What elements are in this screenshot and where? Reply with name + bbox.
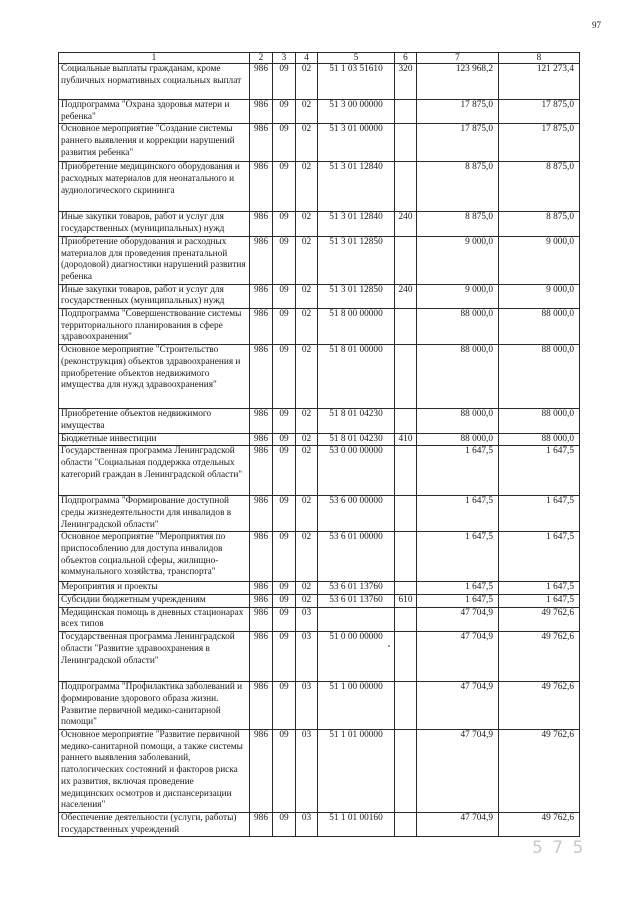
row-col-2: 986 xyxy=(250,632,273,682)
row-name: Основное мероприятие "Мероприятия по приспособлению для доступа инвалидов объектов социальной сферы, жилищно-коммунального хозяйства, транспорта" xyxy=(59,532,250,582)
row-col-2: 986 xyxy=(250,162,273,212)
row-col-6 xyxy=(395,345,417,409)
row-col-8: 1 647,5 xyxy=(499,595,580,608)
row-col-7: 9 000,0 xyxy=(417,284,499,308)
row-col-4: 02 xyxy=(296,433,318,446)
row-col-2: 986 xyxy=(250,496,273,532)
row-col-5: 51 8 00 00000 xyxy=(318,309,395,345)
table-row xyxy=(59,236,580,284)
row-col-3: 09 xyxy=(273,729,296,812)
row-name: Подпрограмма "Совершенствование системы территориального планирования в сфере здравоохранения" xyxy=(59,309,250,345)
header-col-1: 1 xyxy=(59,53,250,64)
header-col-4: 4 xyxy=(296,53,318,64)
row-name: Основное мероприятие "Строительство (реконструкция) объектов здравоохранения и приобретение объектов недвижимого имущества для нужд здравоохранения" xyxy=(59,345,250,409)
row-name: Субсидии бюджетным учреждениям xyxy=(59,595,250,608)
row-col-8: 9 000,0 xyxy=(499,236,580,284)
row-col-2: 986 xyxy=(250,582,273,595)
row-col-4: 02 xyxy=(296,409,318,433)
row-col-3: 09 xyxy=(273,309,296,345)
row-col-5: 51 1 01 00000 xyxy=(318,729,395,812)
row-col-2: 986 xyxy=(250,446,273,496)
row-col-6 xyxy=(395,409,417,433)
row-col-6 xyxy=(395,100,417,124)
row-col-2: 986 xyxy=(250,595,273,608)
row-col-3: 09 xyxy=(273,595,296,608)
row-col-2: 986 xyxy=(250,64,273,100)
row-col-6 xyxy=(395,236,417,284)
row-col-4: 03 xyxy=(296,812,318,836)
row-col-2: 986 xyxy=(250,212,273,236)
row-name: Бюджетные инвестиции xyxy=(59,433,250,446)
row-col-7: 47 704,9 xyxy=(417,729,499,812)
row-col-7: 88 000,0 xyxy=(417,409,499,433)
row-col-3: 09 xyxy=(273,236,296,284)
row-col-4: 03 xyxy=(296,729,318,812)
row-col-6 xyxy=(395,582,417,595)
row-col-6 xyxy=(395,532,417,582)
row-col-8: 88 000,0 xyxy=(499,345,580,409)
row-col-4: 03 xyxy=(296,682,318,730)
row-col-3: 09 xyxy=(273,100,296,124)
row-col-6 xyxy=(395,812,417,836)
row-col-6 xyxy=(395,607,417,631)
row-name: Подпрограмма "Охрана здоровья матери и ребенка" xyxy=(59,100,250,124)
row-col-8: 88 000,0 xyxy=(499,309,580,345)
row-col-2: 986 xyxy=(250,409,273,433)
row-col-3: 09 xyxy=(273,496,296,532)
row-col-4: 02 xyxy=(296,446,318,496)
row-col-6: 240 xyxy=(395,212,417,236)
table-row xyxy=(59,124,580,162)
row-col-4: 02 xyxy=(296,532,318,582)
row-col-7: 9 000,0 xyxy=(417,236,499,284)
row-name: Основное мероприятие "Развитие первичной медико-санитарной помощи, а также системы раннего выявления заболеваний, патологических состояний и факторов риска их развития, включая проведение медицинских осмотров и диспансеризации населения" xyxy=(59,729,250,812)
row-col-8: 49 762,6 xyxy=(499,607,580,631)
row-col-7: 17 875,0 xyxy=(417,100,499,124)
row-col-3: 09 xyxy=(273,446,296,496)
row-col-8: 88 000,0 xyxy=(499,433,580,446)
row-col-8: 1 647,5 xyxy=(499,532,580,582)
row-col-2: 986 xyxy=(250,236,273,284)
row-col-4: 02 xyxy=(296,100,318,124)
row-col-4: 03 xyxy=(296,607,318,631)
table-row xyxy=(59,729,580,812)
row-col-7: 88 000,0 xyxy=(417,345,499,409)
row-col-5: 53 6 00 00000 xyxy=(318,496,395,532)
row-name: Социальные выплаты гражданам, кроме публичных нормативных социальных выплат xyxy=(59,64,250,100)
row-col-7: 123 968,2 xyxy=(417,64,499,100)
page-number: 97 xyxy=(592,20,601,30)
row-col-8: 49 762,6 xyxy=(499,632,580,682)
row-col-8: 121 273,4 xyxy=(499,64,580,100)
row-col-6: 410 xyxy=(395,433,417,446)
row-col-5: 51 1 01 00160 xyxy=(318,812,395,836)
row-col-4: 02 xyxy=(296,309,318,345)
row-col-5: 51 3 01 12840 xyxy=(318,212,395,236)
table-row xyxy=(59,433,580,446)
row-col-8: 17 875,0 xyxy=(499,124,580,162)
row-col-4: 02 xyxy=(296,162,318,212)
table-row xyxy=(59,812,580,836)
row-col-8: 1 647,5 xyxy=(499,446,580,496)
table-row xyxy=(59,162,580,212)
row-col-2: 986 xyxy=(250,433,273,446)
header-col-2: 2 xyxy=(250,53,273,64)
row-col-8: 1 647,5 xyxy=(499,582,580,595)
budget-table xyxy=(58,52,580,837)
row-col-2: 986 xyxy=(250,532,273,582)
row-col-4: 02 xyxy=(296,212,318,236)
row-col-5: 51 1 03 51610 xyxy=(318,64,395,100)
row-col-6 xyxy=(395,682,417,730)
row-col-8: 8 875,0 xyxy=(499,162,580,212)
table-row xyxy=(59,284,580,308)
row-name: Основное мероприятие "Создание системы раннего выявления и коррекции нарушений развития ребенка" xyxy=(59,124,250,162)
row-col-6 xyxy=(395,309,417,345)
table-row xyxy=(59,582,580,595)
row-col-7: 47 704,9 xyxy=(417,607,499,631)
row-col-8: 8 875,0 xyxy=(499,212,580,236)
row-col-6 xyxy=(395,496,417,532)
row-col-3: 09 xyxy=(273,532,296,582)
row-col-2: 986 xyxy=(250,309,273,345)
row-col-4: 02 xyxy=(296,284,318,308)
table-header-row xyxy=(59,53,580,64)
row-col-6 xyxy=(395,124,417,162)
row-name: Подпрограмма "Профилактика заболеваний и формирование здорового образа жизни. Развитие первичной медико-санитарной помощи" xyxy=(59,682,250,730)
row-col-4: 02 xyxy=(296,64,318,100)
row-col-8: 49 762,6 xyxy=(499,729,580,812)
row-col-7: 1 647,5 xyxy=(417,595,499,608)
row-col-6: 320 xyxy=(395,64,417,100)
row-col-5: 51 3 01 12840 xyxy=(318,162,395,212)
row-col-8: 88 000,0 xyxy=(499,409,580,433)
row-col-7: 8 875,0 xyxy=(417,162,499,212)
row-col-2: 986 xyxy=(250,607,273,631)
header-col-3: 3 xyxy=(273,53,296,64)
row-name: Иные закупки товаров, работ и услуг для государственных (муниципальных) нужд xyxy=(59,212,250,236)
table-row xyxy=(59,595,580,608)
row-col-3: 09 xyxy=(273,682,296,730)
row-col-8: 49 762,6 xyxy=(499,812,580,836)
table-row xyxy=(59,446,580,496)
row-col-6 xyxy=(395,632,417,682)
row-col-4: 02 xyxy=(296,236,318,284)
row-col-4: 02 xyxy=(296,595,318,608)
page-stamp: 5 7 5 xyxy=(532,838,586,858)
row-col-3: 09 xyxy=(273,632,296,682)
scan-speck xyxy=(388,645,390,647)
row-col-4: 02 xyxy=(296,582,318,595)
row-col-5: 51 3 01 12850 xyxy=(318,236,395,284)
row-col-3: 09 xyxy=(273,812,296,836)
row-col-3: 09 xyxy=(273,409,296,433)
row-col-5: 51 8 01 04230 xyxy=(318,433,395,446)
row-col-4: 02 xyxy=(296,124,318,162)
row-col-7: 1 647,5 xyxy=(417,446,499,496)
row-col-5: 53 6 01 00000 xyxy=(318,532,395,582)
row-name: Приобретение объектов недвижимого имущества xyxy=(59,409,250,433)
row-col-2: 986 xyxy=(250,682,273,730)
table-row xyxy=(59,496,580,532)
table-row xyxy=(59,409,580,433)
row-name: Подпрограмма "Формирование доступной среды жизнедеятельности для инвалидов в Ленинградской области" xyxy=(59,496,250,532)
row-col-8: 1 647,5 xyxy=(499,496,580,532)
row-col-3: 09 xyxy=(273,345,296,409)
row-col-3: 09 xyxy=(273,162,296,212)
row-col-5: 53 6 01 13760 xyxy=(318,595,395,608)
row-col-3: 09 xyxy=(273,64,296,100)
row-col-7: 8 875,0 xyxy=(417,212,499,236)
row-col-3: 09 xyxy=(273,212,296,236)
header-col-5: 5 xyxy=(318,53,395,64)
row-col-8: 9 000,0 xyxy=(499,284,580,308)
row-col-2: 986 xyxy=(250,284,273,308)
row-name: Медицинская помощь в дневных стационарах всех типов xyxy=(59,607,250,631)
row-col-5: 51 8 01 00000 xyxy=(318,345,395,409)
row-col-7: 17 875,0 xyxy=(417,124,499,162)
row-col-5: 51 3 01 00000 xyxy=(318,124,395,162)
header-col-7: 7 xyxy=(417,53,499,64)
row-col-8: 49 762,6 xyxy=(499,682,580,730)
row-col-5: 51 8 01 04230 xyxy=(318,409,395,433)
row-col-7: 1 647,5 xyxy=(417,582,499,595)
row-col-2: 986 xyxy=(250,345,273,409)
row-col-7: 88 000,0 xyxy=(417,309,499,345)
row-col-5: 51 0 00 00000 xyxy=(318,632,395,682)
row-col-4: 02 xyxy=(296,496,318,532)
row-col-3: 09 xyxy=(273,124,296,162)
row-col-5: 53 6 01 13760 xyxy=(318,582,395,595)
row-name: Мероприятия и проекты xyxy=(59,582,250,595)
row-col-7: 88 000,0 xyxy=(417,433,499,446)
row-name: Государственная программа Ленинградской области "Развитие здравоохранения в Ленинградской области" xyxy=(59,632,250,682)
row-col-6 xyxy=(395,729,417,812)
header-col-8: 8 xyxy=(499,53,580,64)
table-row xyxy=(59,64,580,100)
row-col-6 xyxy=(395,162,417,212)
table-row xyxy=(59,682,580,730)
row-col-6: 240 xyxy=(395,284,417,308)
table-row xyxy=(59,100,580,124)
table-row xyxy=(59,309,580,345)
row-col-3: 09 xyxy=(273,433,296,446)
row-col-3: 09 xyxy=(273,607,296,631)
row-col-5: 51 1 00 00000 xyxy=(318,682,395,730)
row-col-6: 610 xyxy=(395,595,417,608)
row-col-2: 986 xyxy=(250,124,273,162)
row-col-5: 51 3 00 00000 xyxy=(318,100,395,124)
row-col-2: 986 xyxy=(250,729,273,812)
row-col-3: 09 xyxy=(273,284,296,308)
table-row xyxy=(59,345,580,409)
table-row xyxy=(59,607,580,631)
row-col-7: 47 704,9 xyxy=(417,632,499,682)
table-row xyxy=(59,632,580,682)
row-col-5: 53 0 00 00000 xyxy=(318,446,395,496)
row-col-7: 47 704,9 xyxy=(417,682,499,730)
row-col-7: 1 647,5 xyxy=(417,496,499,532)
row-name: Иные закупки товаров, работ и услуг для государственных (муниципальных) нужд xyxy=(59,284,250,308)
row-name: Обеспечение деятельности (услуги, работы) государственных учреждений xyxy=(59,812,250,836)
row-col-5: 51 3 01 12850 xyxy=(318,284,395,308)
row-name: Приобретение оборудования и расходных материалов для проведения пренатальной (дородовой) диагностики нарушений развития ребенка xyxy=(59,236,250,284)
row-col-4: 03 xyxy=(296,632,318,682)
table-row xyxy=(59,212,580,236)
row-col-7: 47 704,9 xyxy=(417,812,499,836)
row-name: Государственная программа Ленинградской области "Социальная поддержка отдельных категорий граждан в Ленинградской области" xyxy=(59,446,250,496)
table-row xyxy=(59,532,580,582)
row-col-2: 986 xyxy=(250,100,273,124)
row-col-5 xyxy=(318,607,395,631)
row-col-6 xyxy=(395,446,417,496)
row-col-8: 17 875,0 xyxy=(499,100,580,124)
row-col-3: 09 xyxy=(273,582,296,595)
row-col-2: 986 xyxy=(250,812,273,836)
row-col-7: 1 647,5 xyxy=(417,532,499,582)
row-col-4: 02 xyxy=(296,345,318,409)
header-col-6: 6 xyxy=(395,53,417,64)
row-name: Приобретение медицинского оборудования и расходных материалов для неонатального и аудиологического скрининга xyxy=(59,162,250,212)
